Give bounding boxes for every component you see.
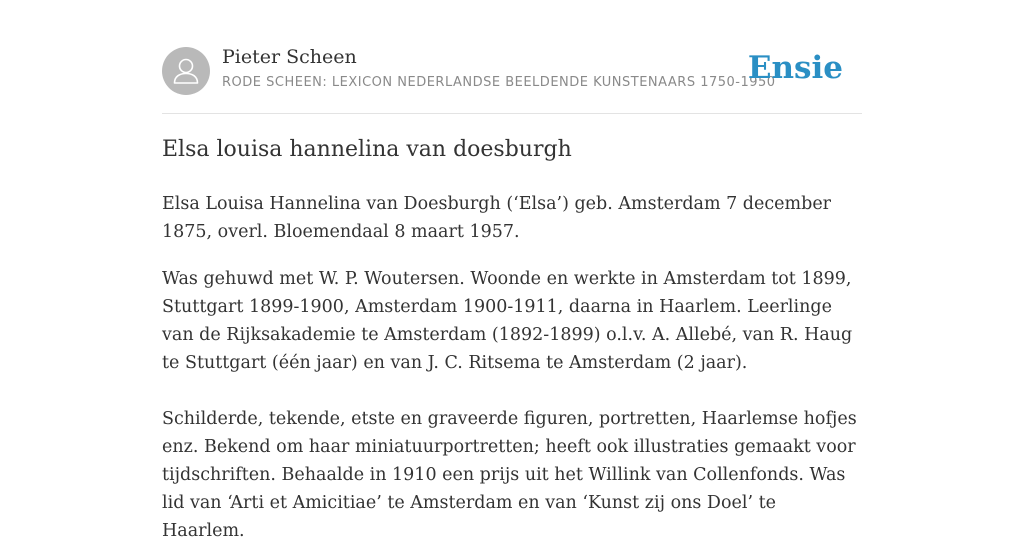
author-avatar[interactable]	[162, 47, 210, 95]
author-name[interactable]: Pieter Scheen	[222, 46, 357, 68]
source-title[interactable]: RODE SCHEEN: LEXICON NEDERLANDSE BEELDENDE KUNSTENAARS 1750-1950	[222, 75, 776, 90]
article-paragraph-1: Elsa Louisa Hannelina van Doesburgh (‘Elsa’) geb. Amsterdam 7 december 1875, overl. Bloemendaal 8 maart 1957.	[162, 194, 832, 242]
user-avatar-icon	[162, 47, 210, 95]
header	[162, 46, 862, 96]
header-divider	[162, 113, 862, 114]
ensie-logo[interactable]: Ensie	[747, 50, 843, 86]
article-paragraph-3: Schilderde, tekende, etste en graveerde figuren, portretten, Haarlemse hofjes enz. Bekend om haar miniatuurportretten; heeft ook illustraties gemaakt voor tijdschriften. Behaalde in 1910 een prijs uit het Willink van Collenfonds. Was lid van ‘Arti et Amicitiae’ te Amsterdam en van ‘Kunst zij ons Doel’ te Haarlem.	[162, 409, 857, 541]
article-title: Elsa louisa hannelina van doesburgh	[162, 137, 572, 162]
article-paragraph-2: Was gehuwd met W. P. Woutersen. Woonde en werkte in Amsterdam tot 1899, Stuttgart 1899-1900, Amsterdam 1900-1911, daarna in Haarlem. Leerlinge van de Rijksakademie te Amsterdam (1892-1899) o.l.v. A. Allebé, van R. Haug te Stuttgart (één jaar) en van J. C. Ritsema te Amsterdam (2 jaar).	[162, 269, 853, 373]
